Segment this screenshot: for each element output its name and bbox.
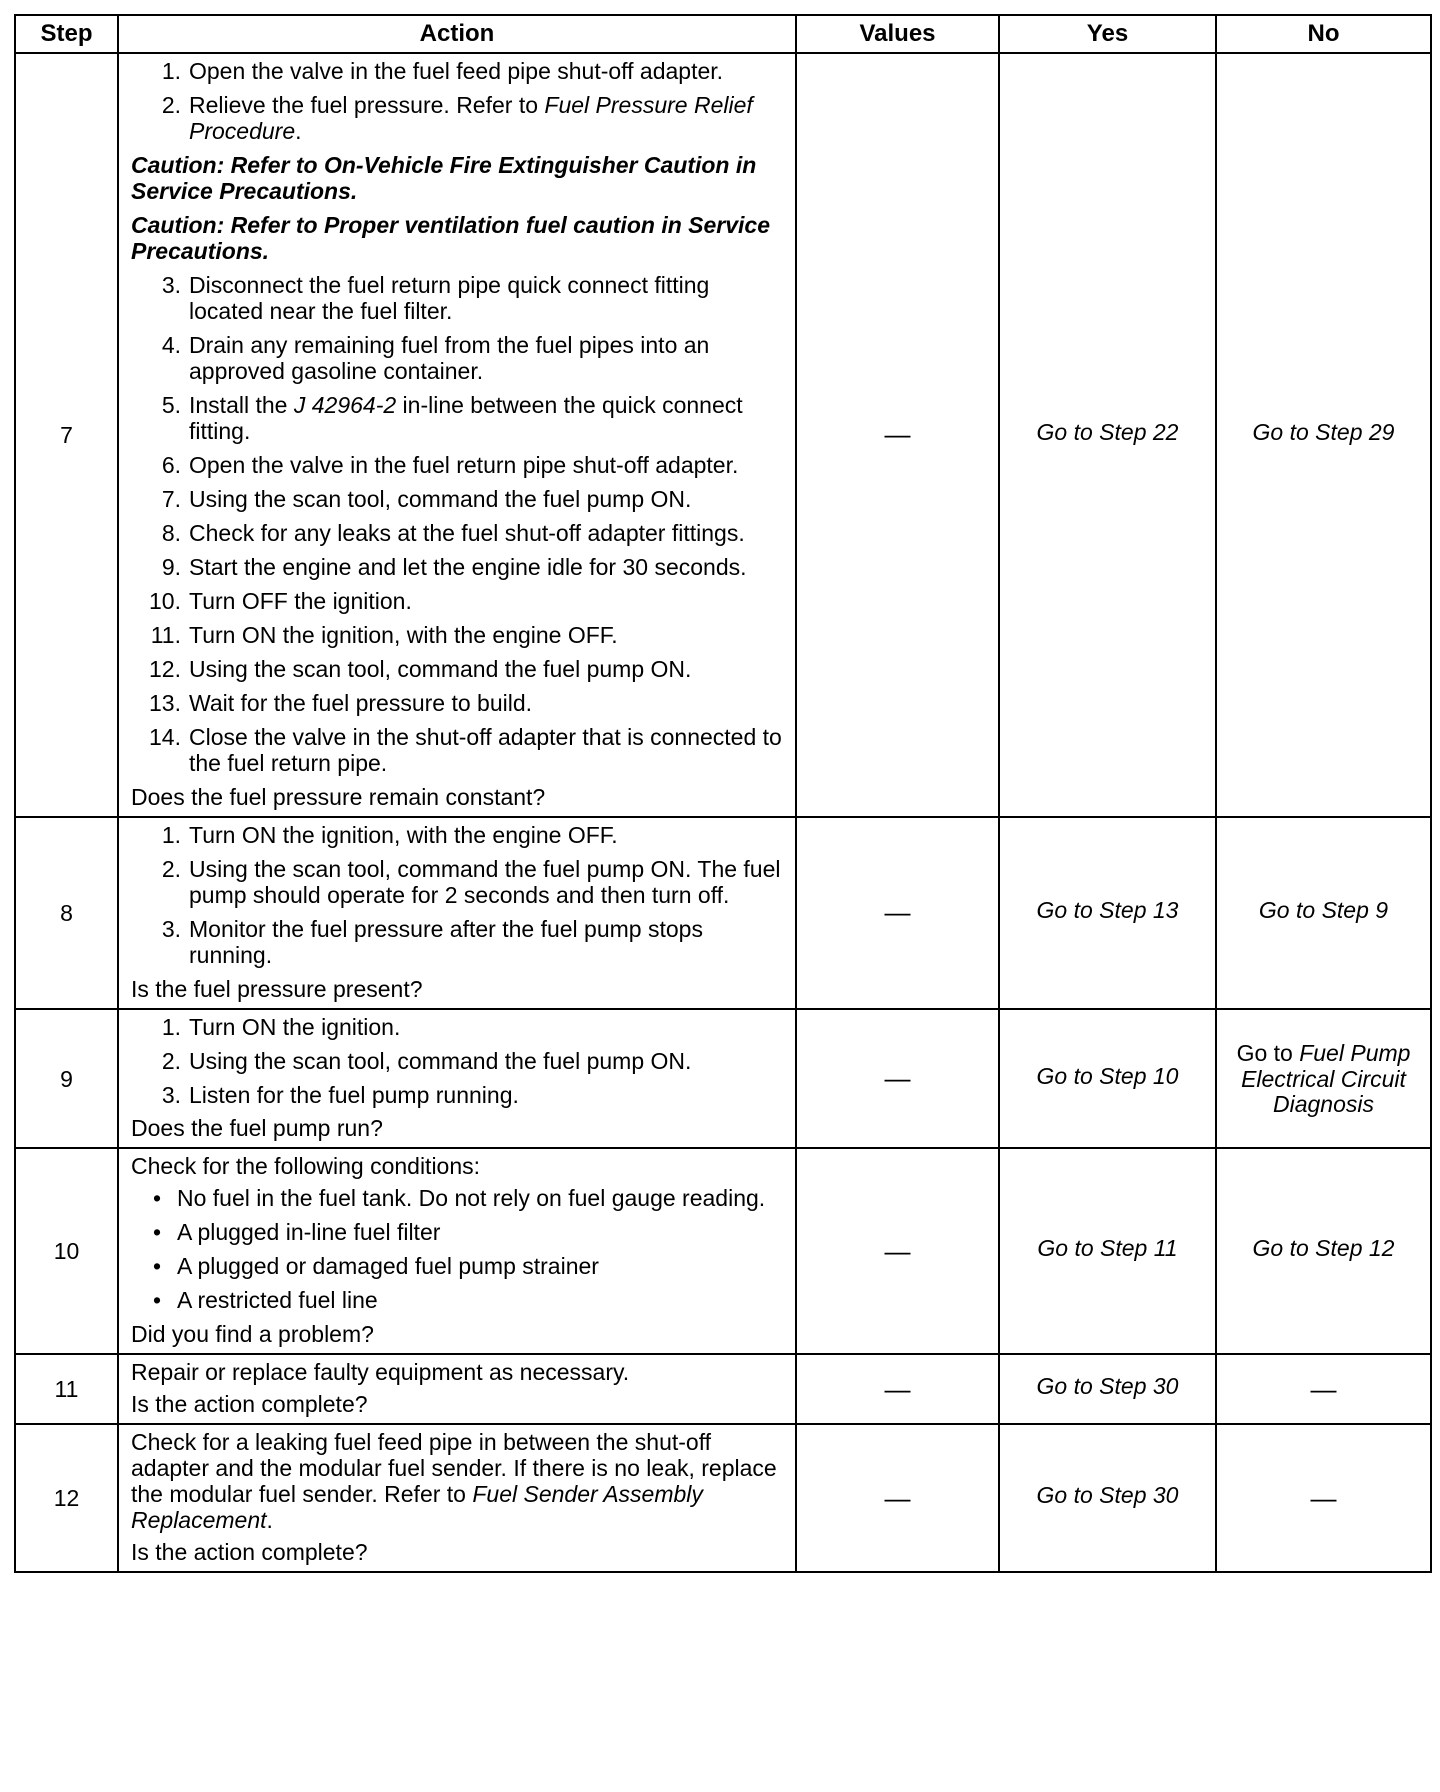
step-number: 10 xyxy=(15,1148,118,1354)
values-cell: — xyxy=(796,53,999,817)
instruction-text: Repair or replace faulty equipment as necessary. xyxy=(131,1359,630,1386)
yes-cell: Go to Step 13 xyxy=(999,817,1216,1009)
question-text: Did you find a problem? xyxy=(131,1321,374,1348)
values-cell: — xyxy=(796,1424,999,1572)
caution-note: Caution: Refer to On-Vehicle Fire Extinguisher Caution in Service Precautions. xyxy=(131,151,757,204)
values-cell: — xyxy=(796,1148,999,1354)
list-item: • A restricted fuel line xyxy=(153,1287,378,1314)
step-number: 8 xyxy=(15,817,118,1009)
list-item: 11. Turn ON the ignition, with the engine OFF. xyxy=(150,621,618,648)
list-item: 5. Install the J 42964-2 in-line between the quick connect fitting. xyxy=(161,391,743,444)
list-item: 9. Start the engine and let the engine idle for 30 seconds. xyxy=(161,553,747,580)
no-cell: Go to Step 29 xyxy=(1216,53,1431,817)
question-text: Does the fuel pressure remain constant? xyxy=(131,783,546,810)
list-item: 4. Drain any remaining fuel from the fuel pipes into an approved gasoline container. xyxy=(161,331,710,384)
table-row-step-8 xyxy=(15,817,1431,1009)
step-number: 9 xyxy=(15,1009,118,1149)
table-row-step-7 xyxy=(15,53,1431,817)
bullet-list xyxy=(131,1185,787,1313)
list-item: • A plugged in-line fuel filter xyxy=(153,1219,441,1246)
list-item: 6. Open the valve in the fuel return pipe shut-off adapter. xyxy=(161,451,739,478)
tool-reference: J 42964-2 xyxy=(293,391,397,418)
instruction-text: Check for a leaking fuel feed pipe in between the shut-off adapter and the modular fuel sender. If there is no leak, replace the modular fuel sender. Refer to Fuel Sender Assembly Replacement. xyxy=(131,1429,777,1534)
no-cell: — xyxy=(1216,1424,1431,1572)
list-item: 3. Disconnect the fuel return pipe quick connect fitting located near the fuel filter. xyxy=(161,271,710,324)
question-text: Does the fuel pump run? xyxy=(131,1115,383,1142)
list-item: 3. Monitor the fuel pressure after the fuel pump stops running. xyxy=(161,915,703,968)
header-values: Values xyxy=(796,15,999,53)
values-cell: — xyxy=(796,1354,999,1424)
list-item: 12. Using the scan tool, command the fuel pump ON. xyxy=(149,655,692,682)
action-cell xyxy=(118,53,796,817)
values-cell: — xyxy=(796,1009,999,1149)
table-row-step-10 xyxy=(15,1148,1431,1354)
yes-cell: Go to Step 22 xyxy=(999,53,1216,817)
list-item: 7. Using the scan tool, command the fuel pump ON. xyxy=(161,485,692,512)
list-item: 1. Open the valve in the fuel feed pipe shut-off adapter. xyxy=(161,58,724,84)
list-item: • A plugged or damaged fuel pump strainer xyxy=(153,1253,599,1280)
question-text: Is the fuel pressure present? xyxy=(131,975,423,1002)
no-cell: Go to Step 9 xyxy=(1216,817,1431,1009)
list-item: • No fuel in the fuel tank. Do not rely on fuel gauge reading. xyxy=(153,1185,766,1212)
diagnostic-table xyxy=(14,14,1432,1573)
list-item: 1. Turn ON the ignition, with the engine OFF. xyxy=(161,821,618,848)
no-cell: — xyxy=(1216,1354,1431,1424)
header-no: No xyxy=(1216,15,1431,53)
intro-text: Check for the following conditions: xyxy=(131,1153,481,1180)
header-action: Action xyxy=(118,15,796,53)
reference-link: Fuel Pressure Relief Procedure xyxy=(189,91,753,144)
action-cell xyxy=(118,1354,796,1424)
numbered-list xyxy=(131,1014,787,1108)
action-cell xyxy=(118,817,796,1009)
table-row-step-11 xyxy=(15,1354,1431,1424)
action-cell xyxy=(118,1009,796,1149)
question-text: Is the action complete? xyxy=(131,1539,368,1566)
no-cell: Go to Step 12 xyxy=(1216,1148,1431,1354)
header-yes: Yes xyxy=(999,15,1216,53)
list-item: 13. Wait for the fuel pressure to build. xyxy=(149,689,533,716)
list-item: 1. Turn ON the ignition. xyxy=(161,1013,401,1040)
list-item: 3. Listen for the fuel pump running. xyxy=(161,1081,519,1108)
list-item: 8. Check for any leaks at the fuel shut-off adapter fittings. xyxy=(161,519,745,546)
action-cell xyxy=(118,1148,796,1354)
reference-link: Fuel Sender Assembly Replacement xyxy=(131,1481,703,1534)
list-item: 2. Using the scan tool, command the fuel pump ON. The fuel pump should operate for 2 seconds and then turn off. xyxy=(161,855,781,908)
caution-note: Caution: Refer to Proper ventilation fuel caution in Service Precautions. xyxy=(131,211,770,264)
list-item: 14. Close the valve in the shut-off adapter that is connected to the fuel return pipe. xyxy=(149,723,782,776)
header-row xyxy=(15,15,1431,53)
numbered-list xyxy=(131,822,787,968)
yes-cell: Go to Step 11 xyxy=(999,1148,1216,1354)
numbered-list xyxy=(131,58,787,144)
yes-cell: Go to Step 30 xyxy=(999,1424,1216,1572)
list-item: 10. Turn OFF the ignition. xyxy=(149,587,412,614)
action-cell xyxy=(118,1424,796,1572)
yes-cell: Go to Step 30 xyxy=(999,1354,1216,1424)
no-cell: Go to Fuel Pump Electrical Circuit Diagnosis xyxy=(1216,1009,1431,1149)
question-text: Is the action complete? xyxy=(131,1391,368,1418)
table-row-step-12 xyxy=(15,1424,1431,1572)
step-number: 12 xyxy=(15,1424,118,1572)
table-row-step-9 xyxy=(15,1009,1431,1149)
step-number: 7 xyxy=(15,53,118,817)
step-number: 11 xyxy=(15,1354,118,1424)
reference-link: Fuel Pump Electrical Circuit Diagnosis xyxy=(1241,1039,1411,1118)
yes-cell: Go to Step 10 xyxy=(999,1009,1216,1149)
list-item: 2. Relieve the fuel pressure. Refer to Fuel Pressure Relief Procedure. xyxy=(161,91,753,144)
values-cell: — xyxy=(796,817,999,1009)
list-item: 2. Using the scan tool, command the fuel pump ON. xyxy=(161,1047,692,1074)
header-step: Step xyxy=(15,15,118,53)
numbered-list xyxy=(131,272,787,776)
